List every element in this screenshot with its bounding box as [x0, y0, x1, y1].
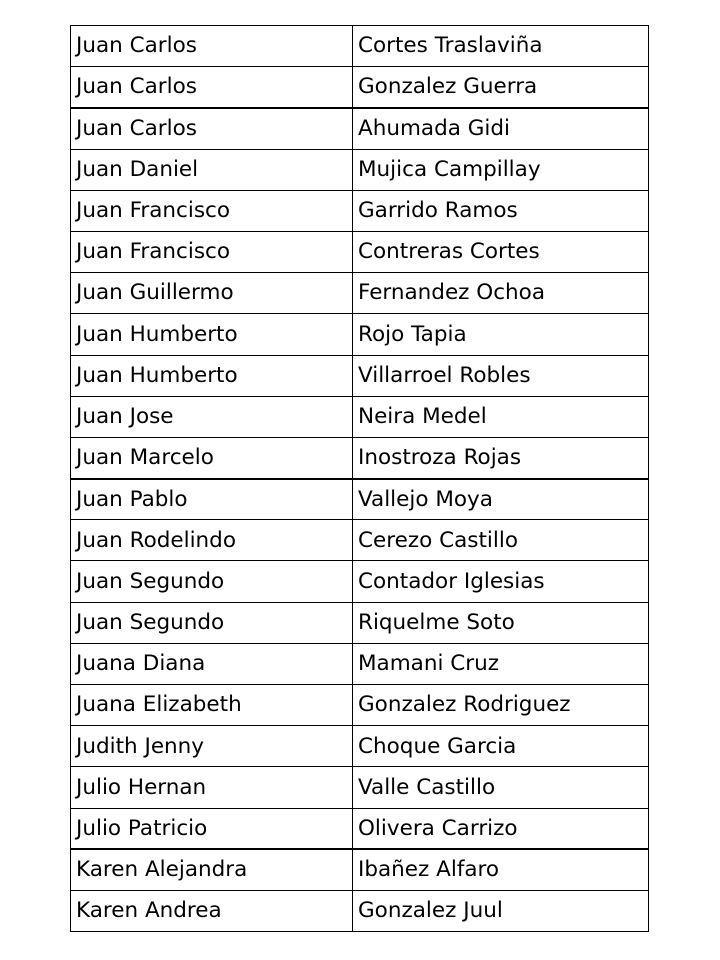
table-row: [71, 808, 649, 849]
table-row: [71, 108, 649, 149]
first-name-cell[interactable]: Juan Pablo: [71, 479, 353, 520]
table-row: [71, 67, 649, 108]
table-row: [71, 396, 649, 437]
last-name-cell[interactable]: Rojo Tapia: [353, 314, 649, 355]
first-name-cell[interactable]: Julio Patricio: [71, 808, 353, 849]
first-name-cell[interactable]: Juan Carlos: [71, 26, 353, 67]
first-name-cell[interactable]: Juan Marcelo: [71, 437, 353, 478]
last-name-cell[interactable]: Ibañez Alfaro: [353, 849, 649, 890]
table-row: [71, 890, 649, 931]
last-name-cell[interactable]: Mujica Campillay: [353, 149, 649, 190]
names-sheet: [70, 25, 648, 932]
first-name-cell[interactable]: Julio Hernan: [71, 767, 353, 808]
first-name-cell[interactable]: Karen Alejandra: [71, 849, 353, 890]
first-name-cell[interactable]: Juana Diana: [71, 643, 353, 684]
last-name-cell[interactable]: Olivera Carrizo: [353, 808, 649, 849]
last-name-cell[interactable]: Contreras Cortes: [353, 231, 649, 272]
last-name-cell[interactable]: Ahumada Gidi: [353, 108, 649, 149]
first-name-cell[interactable]: Juan Carlos: [71, 67, 353, 108]
table-row: [71, 149, 649, 190]
first-name-cell[interactable]: Judith Jenny: [71, 726, 353, 767]
last-name-cell[interactable]: Contador Iglesias: [353, 561, 649, 602]
table-row: [71, 314, 649, 355]
first-name-cell[interactable]: Juan Jose: [71, 396, 353, 437]
table-row: [71, 437, 649, 478]
last-name-cell[interactable]: Vallejo Moya: [353, 479, 649, 520]
table-row: [71, 190, 649, 231]
last-name-cell[interactable]: Garrido Ramos: [353, 190, 649, 231]
last-name-cell[interactable]: Gonzalez Guerra: [353, 67, 649, 108]
table-row: [71, 767, 649, 808]
last-name-cell[interactable]: Cortes Traslaviña: [353, 26, 649, 67]
last-name-cell[interactable]: Fernandez Ochoa: [353, 273, 649, 314]
table-row: [71, 561, 649, 602]
last-name-cell[interactable]: Mamani Cruz: [353, 643, 649, 684]
table-row: [71, 685, 649, 726]
last-name-cell[interactable]: Riquelme Soto: [353, 602, 649, 643]
first-name-cell[interactable]: Juan Carlos: [71, 108, 353, 149]
last-name-cell[interactable]: Valle Castillo: [353, 767, 649, 808]
names-table: [70, 25, 649, 932]
first-name-cell[interactable]: Juan Humberto: [71, 355, 353, 396]
table-row: [71, 231, 649, 272]
last-name-cell[interactable]: Gonzalez Juul: [353, 890, 649, 931]
table-row: [71, 273, 649, 314]
first-name-cell[interactable]: Juan Humberto: [71, 314, 353, 355]
last-name-cell[interactable]: Gonzalez Rodriguez: [353, 685, 649, 726]
first-name-cell[interactable]: Juan Francisco: [71, 190, 353, 231]
last-name-cell[interactable]: Cerezo Castillo: [353, 520, 649, 561]
table-row: [71, 26, 649, 67]
names-table-body: [71, 26, 649, 932]
first-name-cell[interactable]: Juan Rodelindo: [71, 520, 353, 561]
last-name-cell[interactable]: Choque Garcia: [353, 726, 649, 767]
first-name-cell[interactable]: Juan Segundo: [71, 602, 353, 643]
first-name-cell[interactable]: Juan Segundo: [71, 561, 353, 602]
last-name-cell[interactable]: Inostroza Rojas: [353, 437, 649, 478]
table-row: [71, 520, 649, 561]
table-row: [71, 643, 649, 684]
table-row: [71, 849, 649, 890]
table-row: [71, 355, 649, 396]
first-name-cell[interactable]: Juana Elizabeth: [71, 685, 353, 726]
first-name-cell[interactable]: Juan Francisco: [71, 231, 353, 272]
first-name-cell[interactable]: Juan Daniel: [71, 149, 353, 190]
table-row: [71, 726, 649, 767]
first-name-cell[interactable]: Juan Guillermo: [71, 273, 353, 314]
first-name-cell[interactable]: Karen Andrea: [71, 890, 353, 931]
last-name-cell[interactable]: Neira Medel: [353, 396, 649, 437]
table-row: [71, 479, 649, 520]
table-row: [71, 602, 649, 643]
last-name-cell[interactable]: Villarroel Robles: [353, 355, 649, 396]
